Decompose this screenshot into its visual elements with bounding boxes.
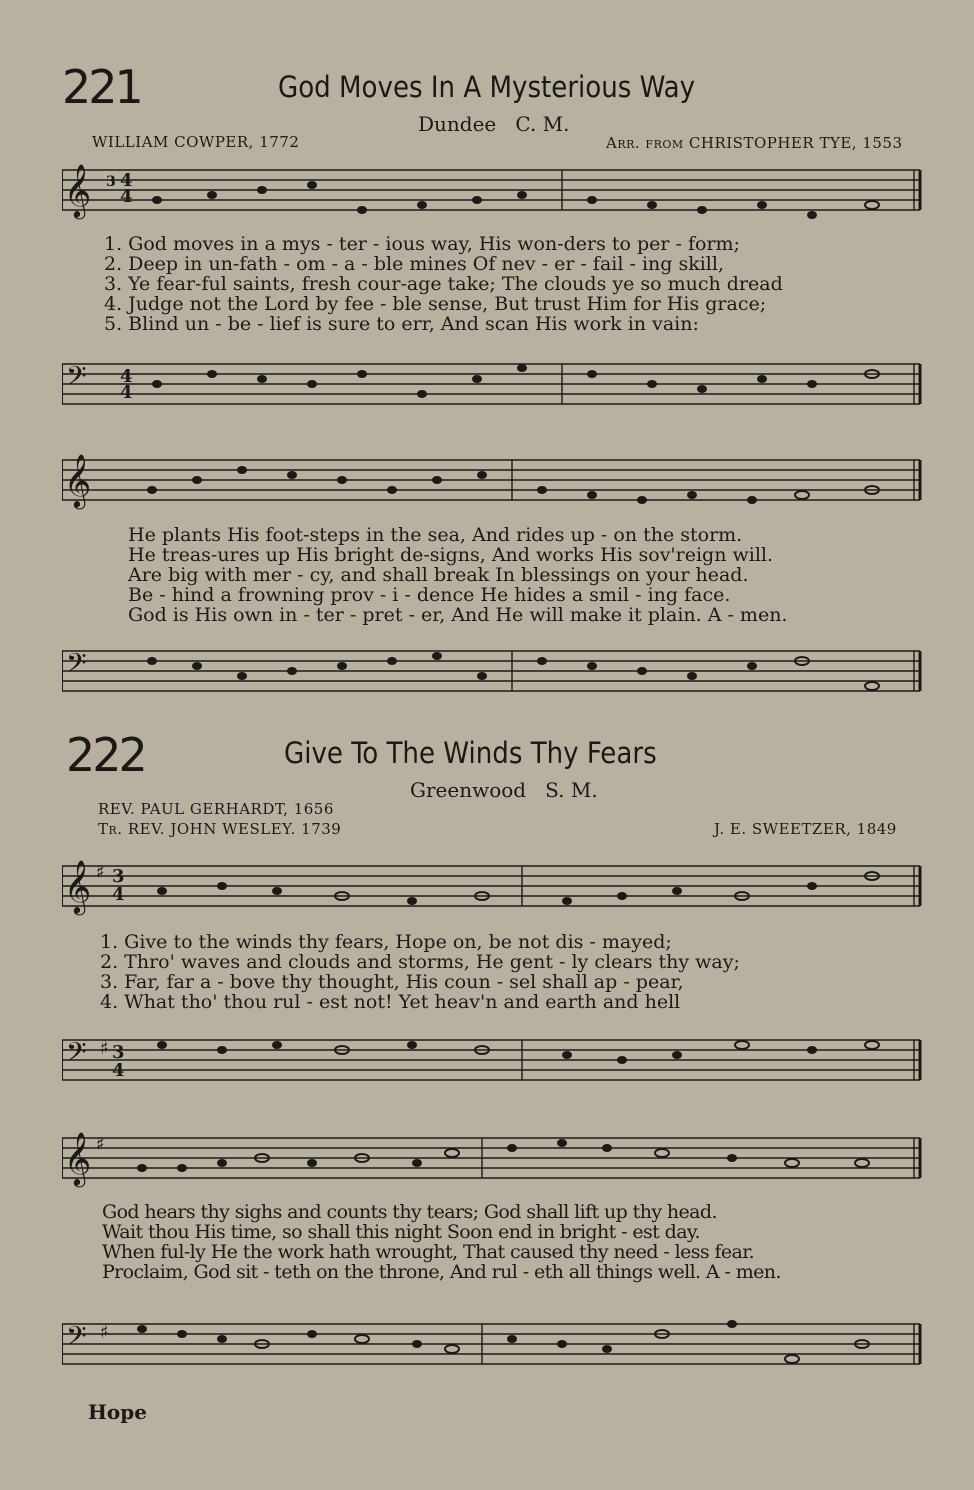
svg-text:𝄢: 𝄢 xyxy=(66,1320,87,1358)
lyric-line: 4. Judge not the Lord by fee - ble sense, But trust Him for His grace; xyxy=(104,293,767,315)
svg-text:𝄞: 𝄞 xyxy=(64,859,92,913)
topic-footer: Hope xyxy=(88,1400,147,1424)
lyric-line: When ful-ly He the work hath wrought, That caused thy need - less fear. xyxy=(102,1241,755,1263)
composer-credit: J. E. SWEETZER, 1849 xyxy=(714,820,897,838)
svg-text:𝄞: 𝄞 xyxy=(64,163,92,217)
lyric-line: 5. Blind un - be - lief is sure to err, And scan His work in vain: xyxy=(104,313,699,335)
tune-name: Dundee xyxy=(418,112,497,136)
hymn-number: 222 xyxy=(66,728,145,782)
treble-staff xyxy=(62,450,922,512)
svg-text:4: 4 xyxy=(120,366,133,387)
lyric-line: Proclaim, God sit - teth on the throne, And rul - eth all things well. A - men. xyxy=(102,1261,781,1283)
bass-staff xyxy=(62,645,922,715)
verse-block xyxy=(102,1202,781,1282)
hymn-title: Give To The Winds Thy Fears xyxy=(284,736,657,770)
lyric-line: 2. Deep in un-fath - om - a - ble mines Of nev - er - fail - ing skill, xyxy=(104,253,724,275)
svg-text:4: 4 xyxy=(120,186,133,207)
composer-credit: Arr. from CHRISTOPHER TYE, 1553 xyxy=(606,134,903,152)
verse-block xyxy=(104,234,783,334)
svg-text:𝄞: 𝄞 xyxy=(64,453,92,507)
svg-text:4: 4 xyxy=(112,884,125,905)
bass-staff xyxy=(62,358,922,420)
lyric-line: 4. What tho' thou rul - est not! Yet heav'n and earth and hell xyxy=(100,991,681,1013)
lyric-line: 1. Give to the winds thy fears, Hope on, be not dis - mayed; xyxy=(100,931,672,953)
svg-text:♯: ♯ xyxy=(100,1038,109,1059)
lyric-line: 1. God moves in a mys - ter - ious way, His won-ders to per - form; xyxy=(104,233,740,255)
lyric-line: God hears thy sighs and counts thy tears; God shall lift up thy head. xyxy=(102,1201,717,1223)
svg-text:3: 3 xyxy=(112,866,125,887)
verse-block xyxy=(100,932,740,1012)
verse-block xyxy=(128,525,787,625)
translator-credit: Tr. REV. JOHN WESLEY. 1739 xyxy=(98,820,342,838)
bass-staff xyxy=(62,1032,922,1112)
svg-text:𝄢: 𝄢 xyxy=(66,360,87,398)
tune-meter: S. M. xyxy=(545,778,598,802)
bass-staff xyxy=(62,1316,922,1386)
svg-text:𝄢: 𝄢 xyxy=(66,647,87,685)
treble-staff xyxy=(62,1128,922,1194)
lyric-line: He plants His foot-steps in the sea, And rides up - on the storm. xyxy=(128,524,743,546)
treble-staff xyxy=(62,856,922,922)
svg-text:𝄞: 𝄞 xyxy=(64,1131,92,1185)
svg-text:3: 3 xyxy=(112,1042,125,1063)
svg-text:4: 4 xyxy=(120,382,133,403)
lyric-line: He treas-ures up His bright de-signs, And works His sov'reign will. xyxy=(128,544,774,566)
svg-text:3: 3 xyxy=(106,174,116,190)
tune-meter: C. M. xyxy=(515,112,570,136)
svg-text:4: 4 xyxy=(120,170,133,191)
lyric-line: 3. Far, far a - bove thy thought, His coun - sel shall ap - pear, xyxy=(100,971,684,993)
tune-name: Greenwood xyxy=(410,778,527,802)
svg-text:4: 4 xyxy=(112,1060,125,1081)
svg-text:♯: ♯ xyxy=(100,1322,109,1343)
svg-text:𝄢: 𝄢 xyxy=(66,1036,87,1074)
treble-staff xyxy=(62,160,922,222)
author-credit: WILLIAM COWPER, 1772 xyxy=(92,133,300,151)
lyric-line: Be - hind a frowning prov - i - dence He hides a smil - ing face. xyxy=(128,584,731,606)
hymn-number: 221 xyxy=(62,60,141,114)
author-credit: REV. PAUL GERHARDT, 1656 xyxy=(98,800,334,818)
lyric-line: Wait thou His time, so shall this night Soon end in bright - est day. xyxy=(102,1221,700,1243)
svg-text:♯: ♯ xyxy=(96,862,105,883)
tune-line xyxy=(410,778,598,802)
lyric-line: God is His own in - ter - pret - er, And He will make it plain. A - men. xyxy=(128,604,788,626)
lyric-line: Are big with mer - cy, and shall break In blessings on your head. xyxy=(128,564,749,586)
lyric-line: 3. Ye fear-ful saints, fresh cour-age take; The clouds ye so much dread xyxy=(104,273,783,295)
tune-line xyxy=(418,112,570,136)
svg-text:♯: ♯ xyxy=(96,1134,105,1155)
hymn-title: God Moves In A Mysterious Way xyxy=(278,70,696,104)
lyric-line: 2. Thro' waves and clouds and storms, He gent - ly clears thy way; xyxy=(100,951,740,973)
